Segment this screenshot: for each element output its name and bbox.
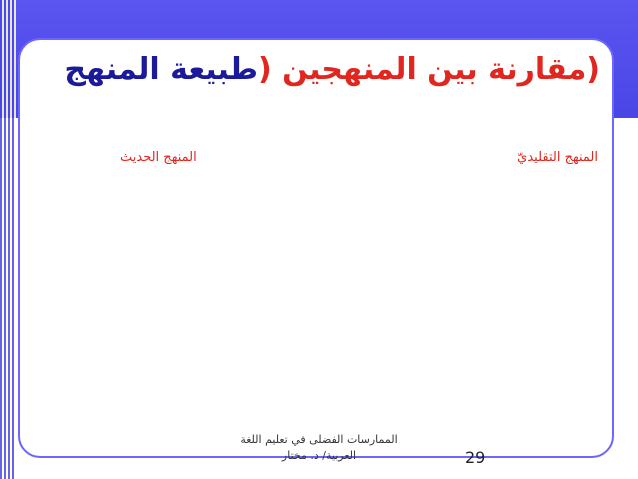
page-number: 29 [465, 448, 486, 467]
column-heading-traditional: المنهج التقليديّ [517, 150, 598, 165]
title-part-1: (مقارنة بين المنهجين ( [258, 52, 600, 87]
content-card [18, 38, 614, 458]
decorative-stripes [0, 0, 16, 479]
slide-title [40, 40, 600, 100]
column-heading-modern: المنهج الحديث [120, 150, 197, 165]
footer-line-1: الممارسات الفضلى في تعليم اللغة [240, 433, 398, 446]
footer-credit [214, 432, 424, 464]
title-part-2: طبيعة المنهج [64, 52, 258, 87]
footer-line-2: العربية/ د. مختار [281, 449, 357, 462]
